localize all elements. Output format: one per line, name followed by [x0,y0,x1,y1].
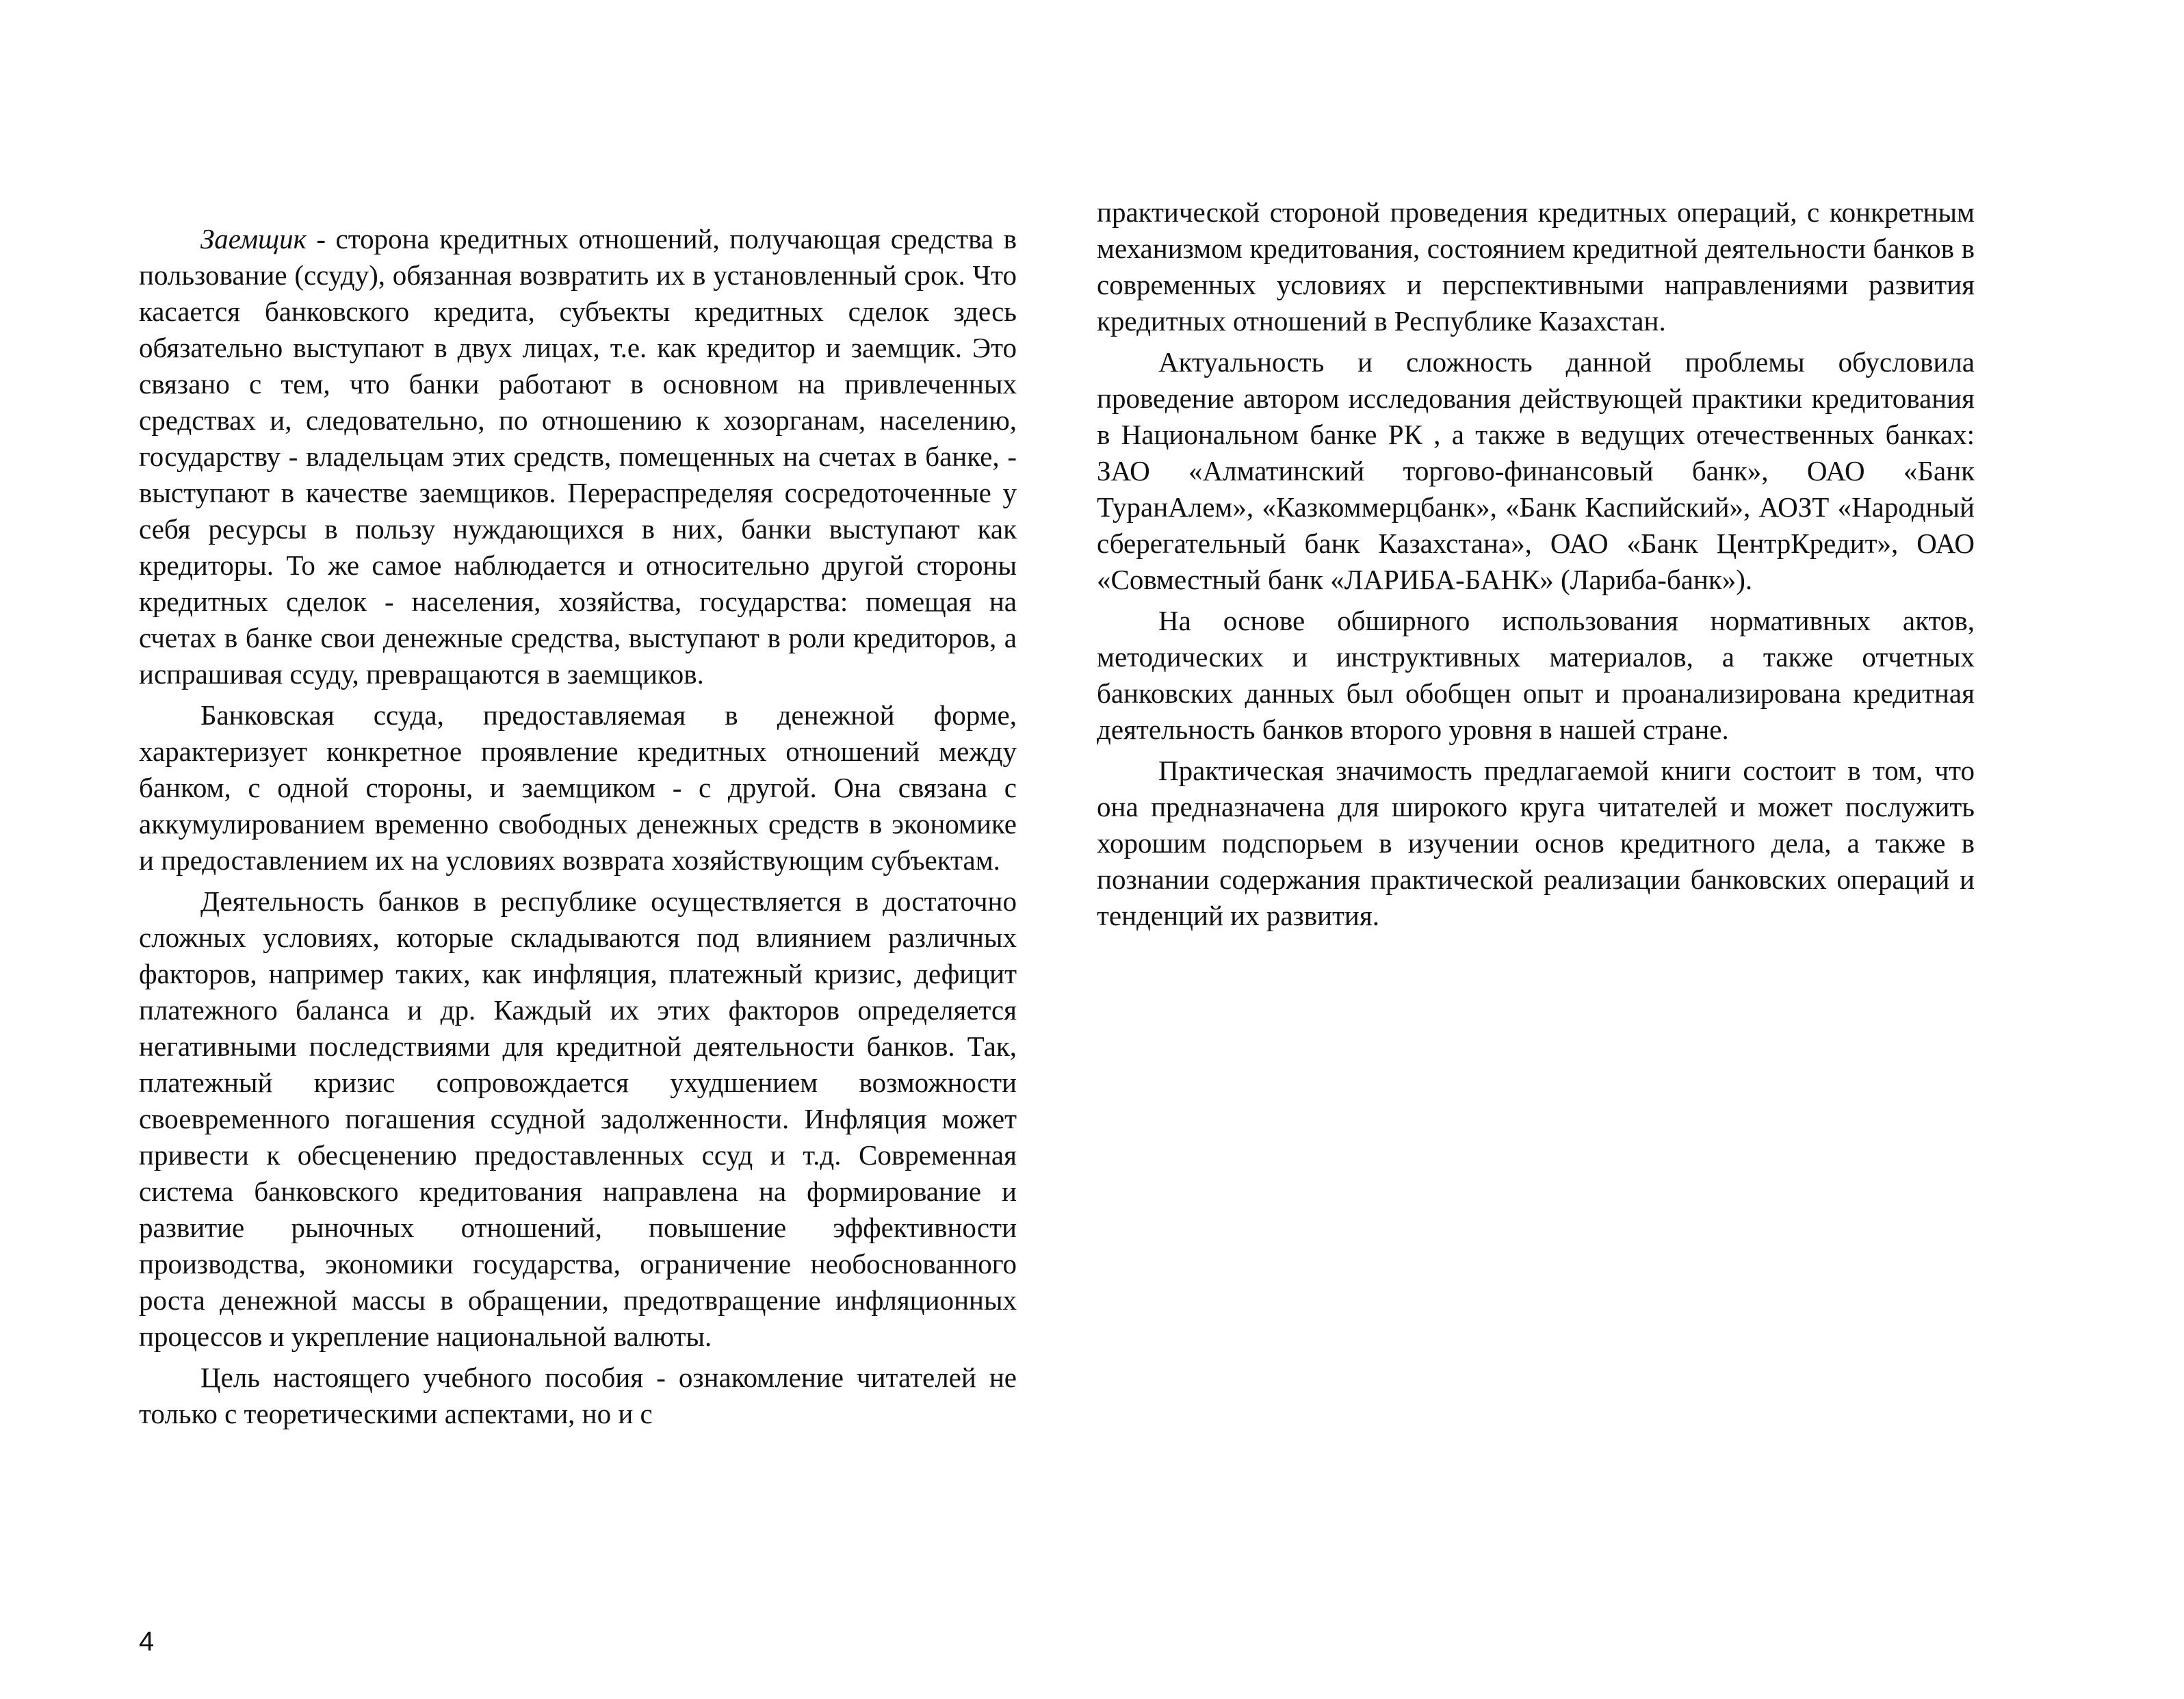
paragraph-banking-conditions: Деятельность банков в республике осуществляется в достаточно сложных условиях, которые складываются под влиянием различных факторов, например таких, как инфляция, платежный кризис, дефицит платежного баланса и др. Каждый их этих факторов определяется негативными последствиями для кредитной деятельности банков. Так, платежный кризис сопровождается ухудшением возможности своевременного погашения ссудной задолженности. Инфляция может привести к обесценению предоставленных ссуд и т.д. Современная система банковского кредитования направлена на формирование и развитие рыночных отношений, повышение эффективности производства, экономики государства, ограничение необоснованного роста денежной массы в обращении, предотвращение инфляционных процессов и укрепление национальной валюты. [139,885,1017,1352]
paragraph-bank-loan: Банковская ссуда, предоставляемая в денежной форме, характеризует конкретное проявление кредитных отношений между банком, с одной стороны, и заемщиком - с другой. Она связана с аккумулированием временно свободных денежных средств в экономике и предоставлением их на условиях возврата хозяйствующим субъектам. [139,699,1017,876]
right-column [1097,194,1975,939]
paragraph-relevance: Актуальность и сложность данной проблемы обусловила проведение автором исследования действующей практики кредитования в Национальном банке РК , а также в ведущих отечественных банках: ЗАО «Алматинский торгово-финансовый банк», ОАО «Банк ТуранАлем», «Казкоммерцбанк», «Банк Каспийский», АОЗТ «Народный сберегательный банк Казахстана», ОАО «Банк ЦентрКредит», ОАО «Совместный банк «ЛАРИБА-БАНК» (Лариба-банк»). [1097,346,1975,595]
left-column [139,221,1017,1437]
paragraph-borrower-text: - сторона кредитных отношений, получающая средства в пользование (ссуду), обязанная возвратить их в установленный срок. Что касается банковского кредита, субъекты кредитных сделок здесь обязательно выступают в двух лицах, т.е. как кредитор и заемщик. Это связано с тем, что банки работают в основном на привлеченных средствах и, следовательно, по отношению к хозорганам, населению, государству - владельцам этих средств, помещенных на счетах в банке, - выступают в качестве заемщиков. Перераспределяя сосредоточенные у себя ресурсы в пользу нуждающихся в них, банки выступают как кредиторы. То же самое наблюдается и относительно другой стороны кредитных сделок - населения, хозяйства, государства: помещая на счетах в банке свои денежные средства, выступают в роли кредиторов, а испрашивая ссуду, превращаются в заемщиков. [139,223,1017,690]
paragraph-purpose: Цель настоящего учебного пособия - ознакомление читателей не только с теоретическими аспектами, но и с [139,1362,1017,1429]
paragraph-methodology: На основе обширного использования нормативных актов, методических и инструктивных материалов, а также отчетных банковских данных был обобщен опыт и проанализирована кредитная деятельность банков второго уровня в нашей стране. [1097,605,1975,745]
term-borrower: Заемщик [200,223,307,255]
paragraph-practical-value: Практическая значимость предлагаемой книги состоит в том, что она предназначена для широкого круга читателей и может послужить хорошим подспорьем в изучении основ кредитного дела, а также в познании содержания практической реализации банковских операций и тенденций их развития. [1097,755,1975,931]
page-number: 4 [139,1626,155,1657]
paragraph-borrower-definition [139,221,1017,692]
paragraph-purpose-continued: практической стороной проведения кредитных операций, с конкретным механизмом кредитования, состоянием кредитной деятельности банков в современных условиях и перспективными направлениями развития кредитных отношений в Республике Казахстан. [1097,196,1975,337]
